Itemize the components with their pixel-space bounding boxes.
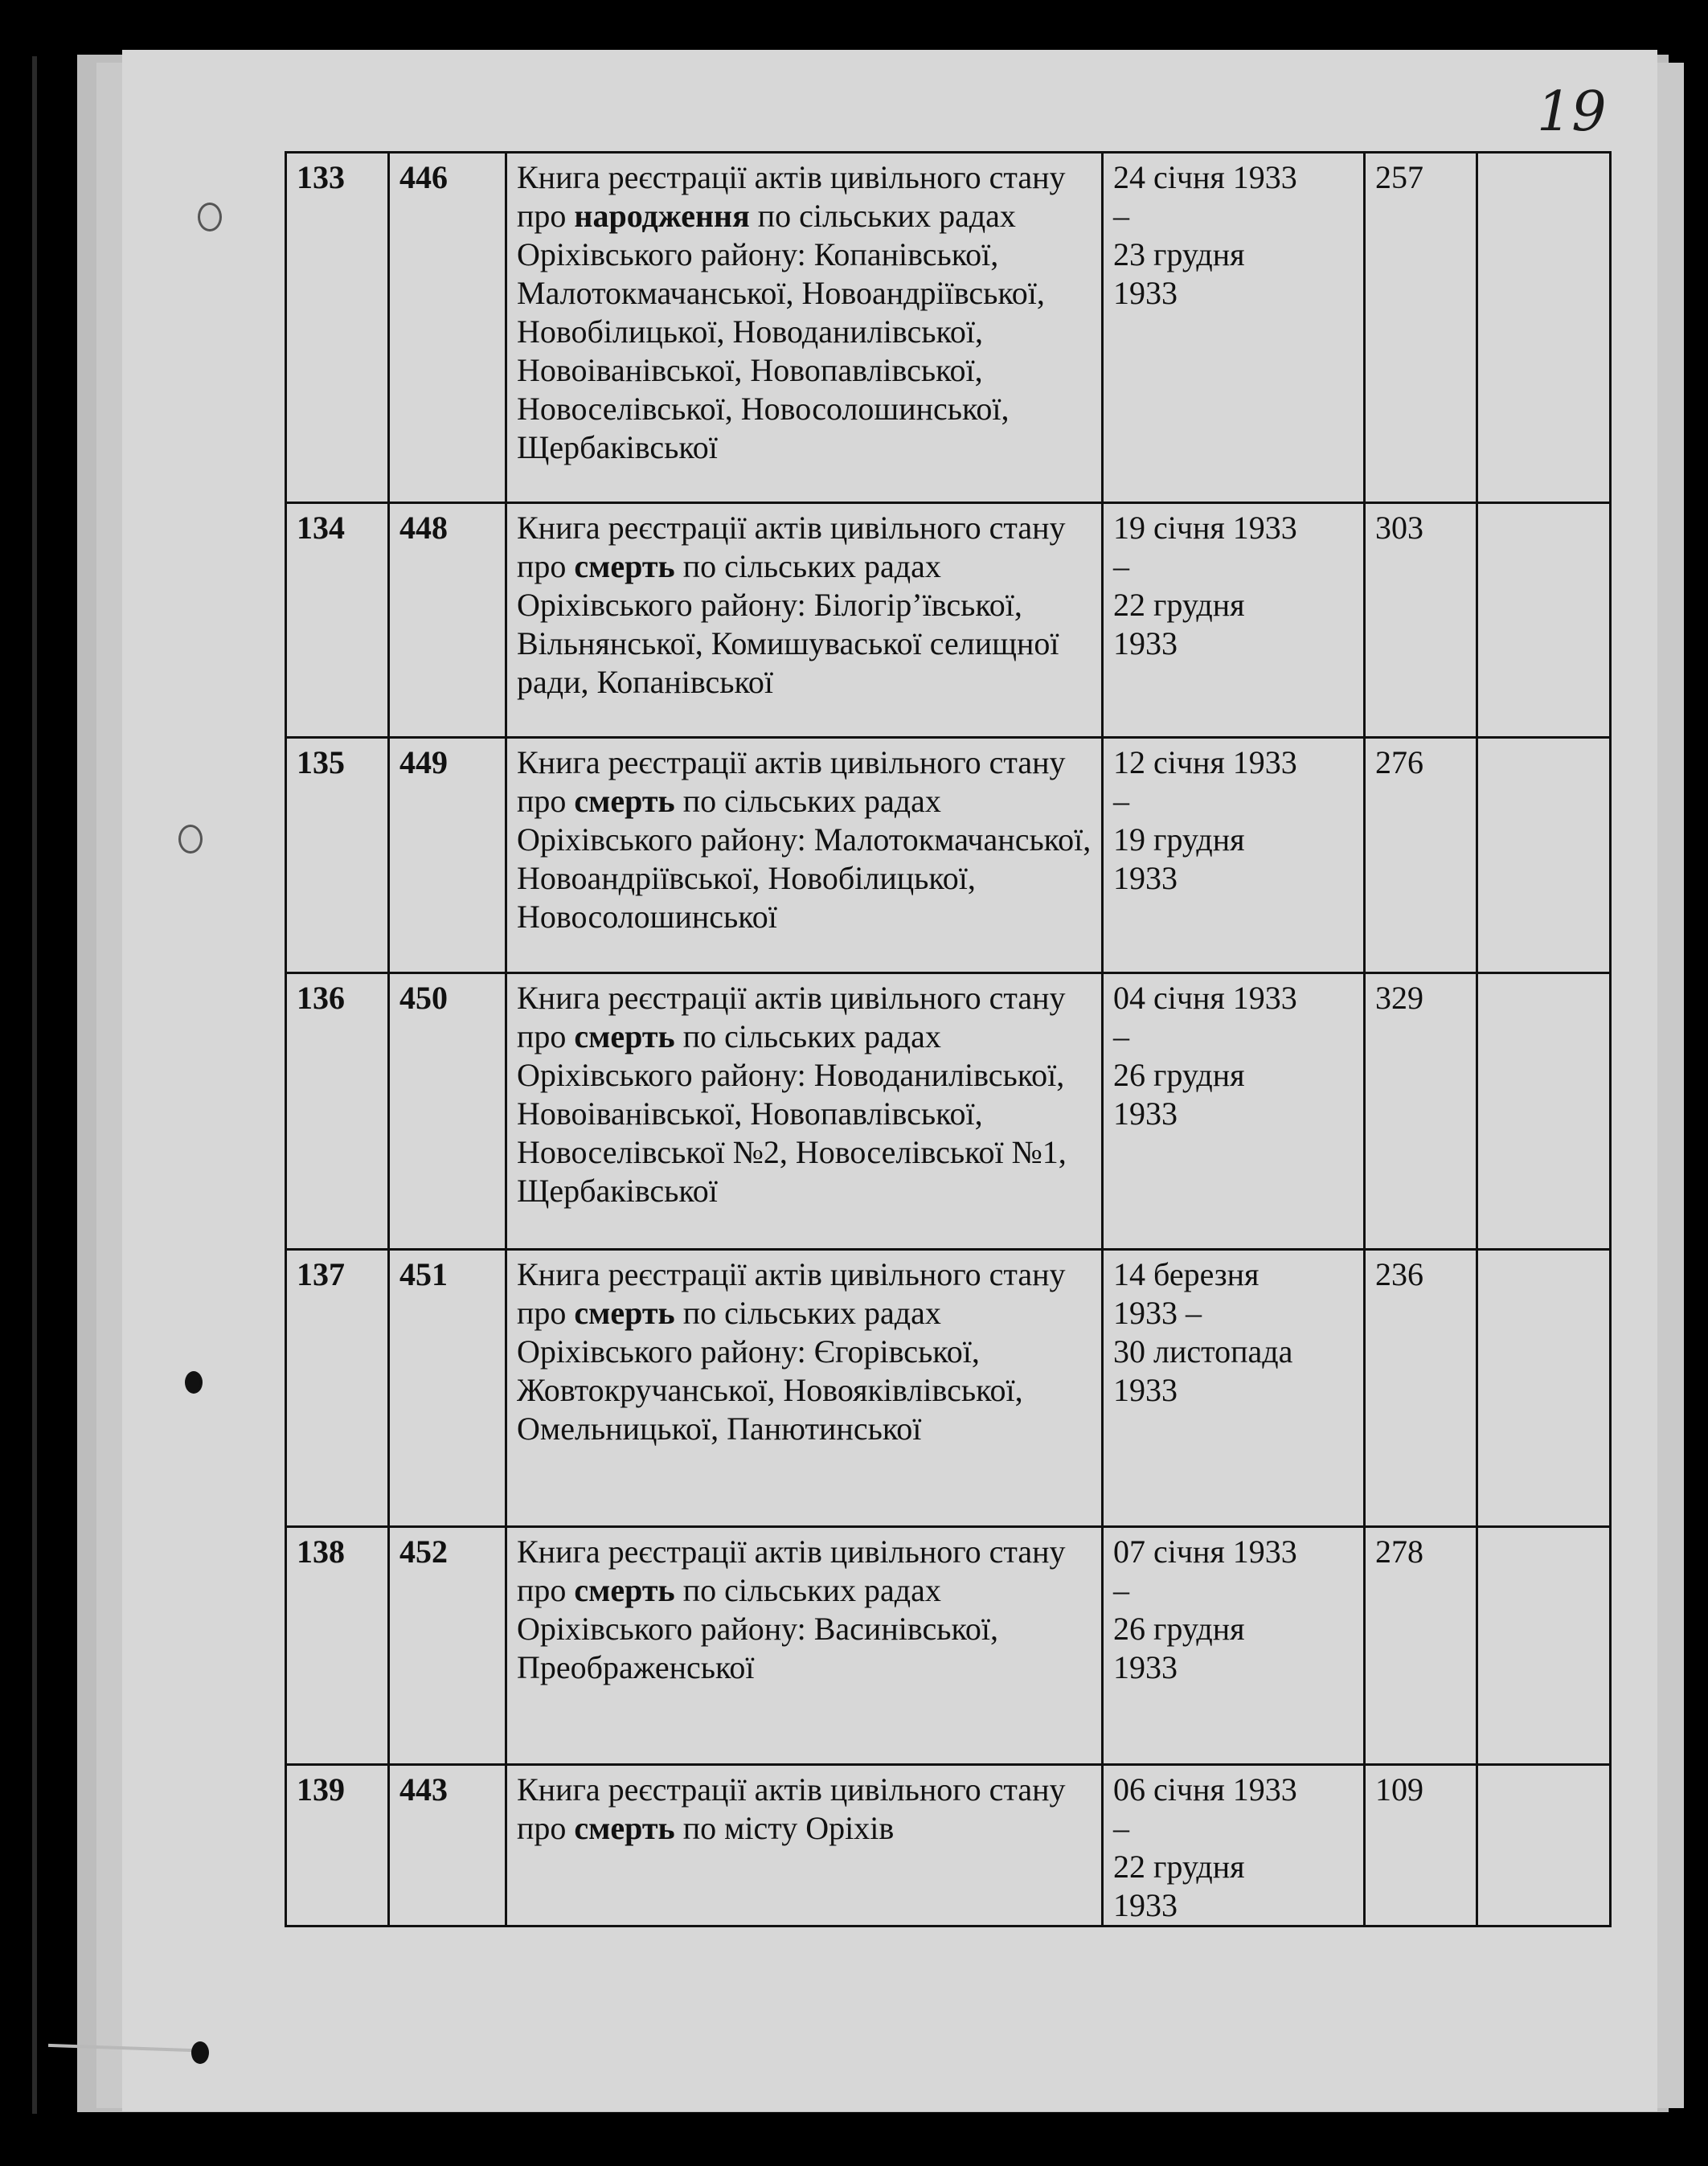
record-number: 138 bbox=[286, 1527, 389, 1765]
title-text: Книга реєстрації актів цивільного стану про bbox=[517, 744, 1066, 819]
table-row bbox=[286, 1527, 1611, 1765]
note-cell bbox=[1477, 153, 1611, 503]
date-range: 06 січня 1933 – 22 грудня 1933 bbox=[1103, 1765, 1365, 1926]
binding-edge bbox=[32, 56, 37, 2114]
archive-register-table bbox=[285, 151, 1612, 1927]
note-cell bbox=[1477, 1765, 1611, 1926]
record-type: смерть bbox=[574, 1572, 675, 1608]
title-text: Книга реєстрації актів цивільного стану про bbox=[517, 980, 1066, 1054]
note-cell bbox=[1477, 503, 1611, 738]
case-title bbox=[506, 1765, 1103, 1926]
record-type: смерть bbox=[574, 1295, 675, 1331]
sheet-count: 276 bbox=[1365, 738, 1477, 973]
case-number: 449 bbox=[389, 738, 506, 973]
record-type: смерть bbox=[574, 1810, 675, 1846]
title-text: Книга реєстрації актів цивільного стану про bbox=[517, 1533, 1066, 1608]
record-number: 139 bbox=[286, 1765, 389, 1926]
sheet-count: 109 bbox=[1365, 1765, 1477, 1926]
case-number: 452 bbox=[389, 1527, 506, 1765]
case-number: 446 bbox=[389, 153, 506, 503]
title-text: Книга реєстрації актів цивільного стану про bbox=[517, 1771, 1066, 1846]
record-type: смерть bbox=[574, 1018, 675, 1054]
record-number: 133 bbox=[286, 153, 389, 503]
sheet-count: 257 bbox=[1365, 153, 1477, 503]
case-number: 451 bbox=[389, 1250, 506, 1527]
case-title bbox=[506, 153, 1103, 503]
record-number: 137 bbox=[286, 1250, 389, 1527]
table-row bbox=[286, 153, 1611, 503]
date-range: 04 січня 1933 – 26 грудня 1933 bbox=[1103, 973, 1365, 1250]
title-text: по сільських радах Оріхівського району: Білогір’ївської, Вільнянської, Комишуваської селищної ради, Копанівської bbox=[517, 548, 1059, 700]
date-range: 19 січня 1933 – 22 грудня 1933 bbox=[1103, 503, 1365, 738]
record-type: смерть bbox=[574, 548, 675, 584]
title-text: Книга реєстрації актів цивільного стану про bbox=[517, 159, 1066, 234]
date-range: 14 березня 1933 – 30 листопада 1933 bbox=[1103, 1250, 1365, 1527]
date-range: 12 січня 1933 – 19 грудня 1933 bbox=[1103, 738, 1365, 973]
sheet-count: 236 bbox=[1365, 1250, 1477, 1527]
sheet-count: 303 bbox=[1365, 503, 1477, 738]
note-cell bbox=[1477, 738, 1611, 973]
case-title bbox=[506, 503, 1103, 738]
title-text: по місту Оріхів bbox=[674, 1810, 895, 1846]
title-text: по сільських радах Оріхівського району: Новоданилівської, Новоіванівської, Новопавлівської, Новоселівської №2, Новоселівської №1, Щербаківської bbox=[517, 1018, 1067, 1209]
note-cell bbox=[1477, 1250, 1611, 1527]
record-type: народження bbox=[574, 198, 750, 234]
table-row bbox=[286, 738, 1611, 973]
table-row bbox=[286, 1250, 1611, 1527]
record-number: 134 bbox=[286, 503, 389, 738]
record-number: 136 bbox=[286, 973, 389, 1250]
date-range: 24 січня 1933 – 23 грудня 1933 bbox=[1103, 153, 1365, 503]
title-text: Книга реєстрації актів цивільного стану про bbox=[517, 1256, 1066, 1331]
record-number: 135 bbox=[286, 738, 389, 973]
title-text: по сільських радах Оріхівського району: Єгорівської, Жовтокручанської, Новояківлівської, Омельницької, Панютинської bbox=[517, 1295, 1023, 1447]
case-title bbox=[506, 1527, 1103, 1765]
table-row bbox=[286, 503, 1611, 738]
case-title bbox=[506, 973, 1103, 1250]
title-text: по сільських радах Оріхівського району: Малотокмачанської, Новоандріївської, Новобілицької, Новосолошинської bbox=[517, 783, 1092, 935]
punch-hole bbox=[178, 825, 203, 854]
table-row bbox=[286, 1765, 1611, 1926]
punch-hole bbox=[191, 2041, 209, 2064]
case-number: 443 bbox=[389, 1765, 506, 1926]
page-number: 19 bbox=[1537, 80, 1607, 144]
note-cell bbox=[1477, 1527, 1611, 1765]
sheet-count: 329 bbox=[1365, 973, 1477, 1250]
punch-hole bbox=[198, 203, 222, 231]
case-title bbox=[506, 1250, 1103, 1527]
title-text: по сільських радах Оріхівського району: Копанівської, Малотокмачанської, Новоандріївської, Новобілицької, Новоданилівської, Новоіванівської, Новопавлівської, Новоселівської, Новосолошинської, Щербаківської bbox=[517, 198, 1045, 465]
case-number: 448 bbox=[389, 503, 506, 738]
table-row bbox=[286, 973, 1611, 1250]
sheet-count: 278 bbox=[1365, 1527, 1477, 1765]
case-number: 450 bbox=[389, 973, 506, 1250]
date-range: 07 січня 1933 – 26 грудня 1933 bbox=[1103, 1527, 1365, 1765]
punch-hole bbox=[185, 1371, 203, 1394]
note-cell bbox=[1477, 973, 1611, 1250]
case-title bbox=[506, 738, 1103, 973]
title-text: по сільських радах Оріхівського району: Васинівської, Преображенської bbox=[517, 1572, 999, 1685]
title-text: Книга реєстрації актів цивільного стану про bbox=[517, 510, 1066, 584]
record-type: смерть bbox=[574, 783, 675, 819]
